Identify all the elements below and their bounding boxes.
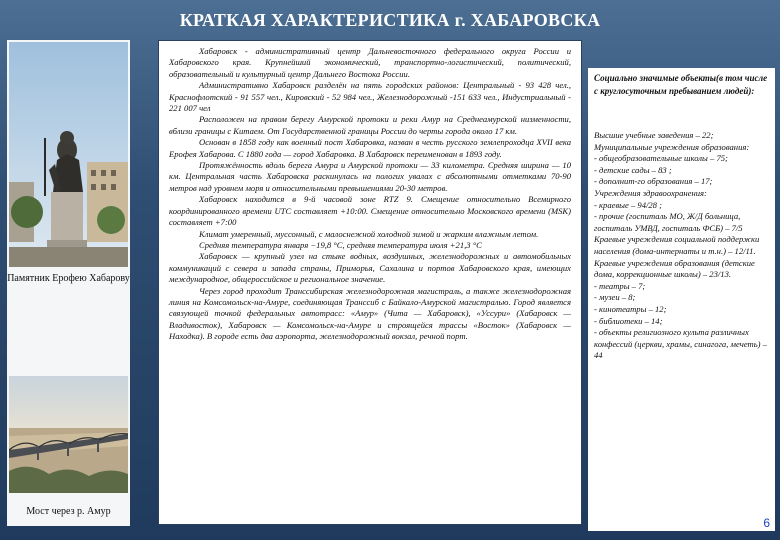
social-objects-heading: Социально значимые объекты(в том числе с круглосуточным пребыванием людей):	[588, 68, 775, 126]
monument-photo	[9, 42, 128, 267]
paragraph-location: Расположен на правом берегу Амурской протоки и реки Амур на Среднеамурской низменности, вблизи границы с Китаем. От Государственной границы России до черты города около 17 км.	[169, 114, 571, 136]
list-item: Краевые учреждения образования (детские дома, коррекционные школы) – 23/13.	[594, 257, 755, 280]
paragraph-temperature: Средняя температура января −19,8 °C, средняя температура июля +21,3 °C	[199, 239, 482, 250]
list-item: - прочие (госпиталь МО, Ж/Д больница, госпиталь УМВД, госпиталь ФСБ) – 7/5	[594, 211, 743, 233]
paragraph-climate: Климат умеренный, муссонный, с малоснежной холодной зимой и жарким влажным летом.	[199, 228, 539, 239]
paragraph-timezone: Хабаровск находится в 9-й часовой зоне RTZ 9. Смещение относительно Всемирного координированного времени UTC составляет +10:00. Смещение относительно Московского времени (MSK) составляет +7:00	[169, 194, 571, 228]
paragraph-districts: Административно Хабаровск разделён на пять городских районов: Центральный - 93 428 чел., Краснофлотский - 91 557 чел., Кировский - 52 984 чел., Железнодорожный -151 633 чел., Индустриальный - 221 007 чел	[169, 80, 571, 114]
list-item: - объекты религиозного культа различных конфессий (церкви, храмы, синагога, мечеть) – 44	[594, 327, 767, 361]
paragraph-overview: Хабаровск - административный центр Дальневосточного федерального округа России и Хабаровского края. Крупнейший экономический, транспортно-логистический, политический, образовательный и культурный центр Дальнего Востока России.	[169, 46, 571, 79]
social-objects-list	[588, 126, 775, 531]
list-item: - детские сады – 83 ;	[594, 164, 672, 175]
list-item: - музеи – 8;	[594, 292, 636, 303]
list-item: - театры – 7;	[594, 280, 646, 291]
page-title: КРАТКАЯ ХАРАКТЕРИСТИКА г. ХАБАРОВСКА	[179, 10, 601, 30]
paragraph-transport-hub: Хабаровск — крупный узел на стыке водных, воздушных, железнодорожных и автомобильных коммуникаций с севера и запада страны, Приморья, Сахалина и портов Хабаровского края, имеющих международное, общероссийское и региональное значение.	[169, 251, 571, 285]
left-photo-panel	[7, 40, 130, 526]
list-item: - кинотеатры – 12;	[594, 303, 667, 314]
list-item: - общеобразовательные школы – 75;	[594, 153, 728, 164]
list-item: - дополнит-го образования – 17;	[594, 176, 713, 187]
paragraph-size: Протяжённость вдоль берега Амура и Амурской протоки — 33 километра. Средняя ширина — 10 км. Центральная часть Хабаровска раскинулась на пологих увалах с абсолютными отметками 70-90 метров над уровнем моря и относительными превышениями 20-30 метров.	[169, 160, 571, 193]
bridge-photo	[9, 376, 128, 493]
paragraph-history: Основан в 1858 году как военный пост Хабаровка, назван в честь русского землепроходца XVII века Ерофея Хабарова. С 1880 года — город Хабаровка. В Хабаровск переименован в 1893 году.	[169, 137, 571, 159]
list-item: - библиотеки – 14;	[594, 315, 663, 326]
list-item: Высшие учебные заведения – 22;	[594, 130, 714, 140]
list-item: - краевые – 94/28 ;	[594, 199, 662, 210]
city-description-panel	[158, 40, 582, 525]
bridge-caption: Мост через р. Амур	[26, 506, 111, 517]
list-item: Краевые учреждения социальной поддержки населения (дома-интернаты и т.н.) – 12/11.	[594, 234, 760, 256]
paragraph-transport-routes: Через город проходит Транссибирская железнодорожная магистраль, а также железнодорожная линия на Комсомольск-на-Амуре, соединяющая Транссиб с Байкало-Амурской магистралью. Город является связующей точкой федеральных автотрасс: «Амур» (Чита — Хабаровск), «Уссури» (Хабаровск — Владивосток), Хабаровск — Комсомольск-на-Амуре и строящейся трассы «Восток» (Хабаровск — Находка). В городе есть два аэропорта, железнодорожный вокзал, речной порт.	[169, 285, 571, 342]
list-item: Учреждения здравоохранения:	[594, 187, 707, 198]
city-description-text	[169, 46, 571, 343]
list-item: Муниципальные учреждения образования:	[594, 141, 750, 152]
page-number: 6	[763, 516, 770, 530]
monument-caption: Памятник Ерофею Хабарову	[7, 273, 130, 284]
